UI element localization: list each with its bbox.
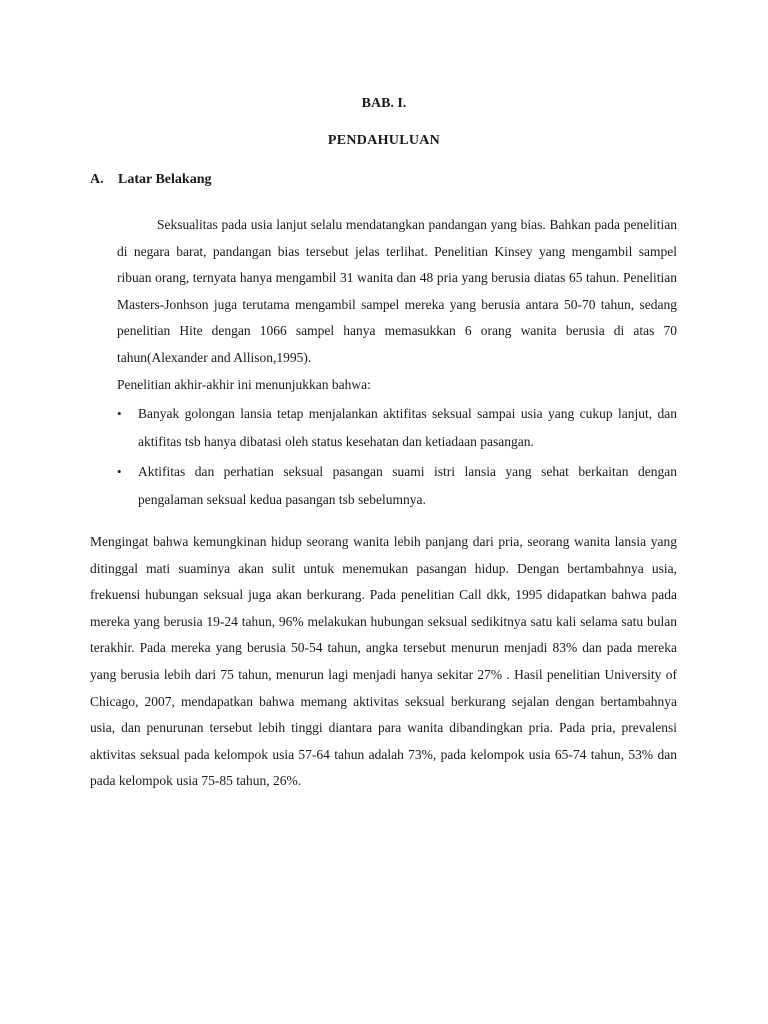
bullet-text: Banyak golongan lansia tetap menjalankan aktifitas seksual sampai usia yang cukup lanjut, dan aktifitas tsb hanya dibatasi oleh status kesehatan dan ketiadaan pasangan. xyxy=(138,406,677,449)
paragraph-mengingat: Mengingat bahwa kemungkinan hidup seorang wanita lebih panjang dari pria, seorang wanita lansia yang ditinggal mati suaminya akan sulit untuk menemukan pasangan hidup. Dengan bertambahnya usia, frekuensi hubungan seksual juga akan berkurang. Pada penelitian Call dkk, 1995 didapatkan bahwa pada mereka yang berusia 19-24 tahun, 96% melakukan hubungan seksual sedikitnya satu kali selama satu bulan terakhir. Pada mereka yang berusia 50-54 tahun, angka tersebut menurun menjadi 83% dan pada mereka yang berusia lebih dari 75 tahun, menurun lagi menjadi hanya sekitar 27% . Hasil penelitian University of Chicago, 2007, mendapatkan bahwa memang aktivitas seksual berkurang sejalan dengan bertambahnya usia, dan penurunan tersebut lebih tinggi diantara para wanita dibandingkan pria. Pada pria, prevalensi aktivitas seksual pada kelompok usia 57-64 tahun adalah 73%, pada kelompok usia 65-74 tahun, 53% dan pada kelompok usia 75-85 tahun, 26%. xyxy=(90,534,677,789)
paragraph-seksualitas: Seksualitas pada usia lanjut selalu mendatangkan pandangan yang bias. Bahkan pada penelitian di negara barat, pandangan bias tersebut jelas terlihat. Penelitian Kinsey yang mengambil sampel ribuan orang, ternyata hanya mengambil 31 wanita dan 48 pria yang berusia diatas 65 tahun. Penelitian Masters-Jonhson juga terutama mengambil sampel mereka yang berusia antara 50-70 tahun, sedang penelitian Hite dengan 1066 sampel hanya memasukkan 6 orang wanita berusia di atas 70 tahun(Alexander and Allison,1995). xyxy=(117,217,677,365)
list-item xyxy=(117,400,677,456)
bullet-text: Aktifitas dan perhatian seksual pasangan suami istri lansia yang sehat berkaitan dengan pengalaman seksual kedua pasangan tsb sebelumnya. xyxy=(138,464,677,507)
paragraph-intro-line: Penelitian akhir-akhir ini menunjukkan bahwa: xyxy=(117,377,371,392)
section-number: A. xyxy=(90,172,104,187)
list-item xyxy=(117,458,677,514)
bullet-list xyxy=(117,400,677,516)
chapter-label: BAB. I. xyxy=(361,96,407,111)
bullet-icon: • xyxy=(117,406,122,421)
section-title: Latar Belakang xyxy=(118,172,212,187)
bullet-icon: • xyxy=(117,464,122,479)
chapter-title: PENDAHULUAN xyxy=(327,133,441,148)
section-heading xyxy=(90,170,211,190)
